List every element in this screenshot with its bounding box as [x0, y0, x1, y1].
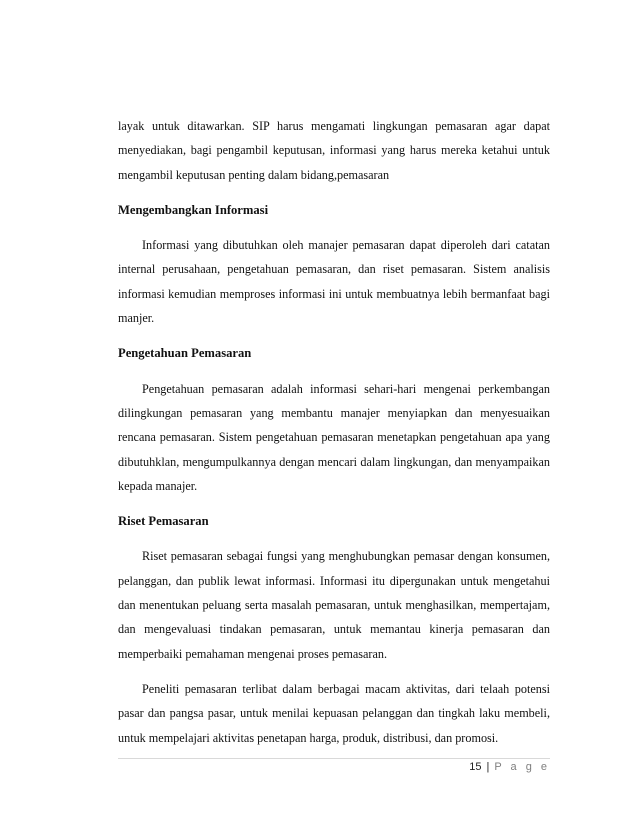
- section-heading-pengetahuan-pemasaran: Pengetahuan Pemasaran: [118, 346, 252, 361]
- page-body: [118, 114, 550, 750]
- paragraph: Informasi yang dibutuhkan oleh manajer pemasaran dapat diperoleh dari catatan internal perusahaan, pengetahuan pemasaran, dan riset pemasaran. Sistem analisis informasi kemudian memproses informasi ini untuk membuatnya lebih bermanfaat bagi manjer.: [118, 238, 550, 326]
- section-heading-mengembangkan-informasi: Mengembangkan Informasi: [118, 202, 269, 217]
- page-number: 15: [469, 761, 482, 773]
- paragraph: Pengetahuan pemasaran adalah informasi sehari-hari mengenai perkembangan dilingkungan pemasaran yang membantu manajer menyiapkan dan menyesuaikan rencana pemasaran. Sistem pengetahuan pemasaran menetapkan pengetahuan apa yang dibutuhklan, mengumpulkannya dengan mencari dalam lingkungan, dan menyampaikan kepada manajer.: [118, 381, 550, 493]
- page-footer: [469, 761, 550, 773]
- paragraph: Peneliti pemasaran terlibat dalam berbagai macam aktivitas, dari telaah potensi pasar dan pangsa pasar, untuk menilai kepuasan pelanggan dan tingkah laku membeli, untuk mempelajari aktivitas penetapan harga, produk, distribusi, dan promosi.: [118, 681, 550, 745]
- section-heading-riset-pemasaran: Riset Pemasaran: [118, 514, 209, 529]
- continuation-paragraph: layak untuk ditawarkan. SIP harus mengamati lingkungan pemasaran agar dapat menyediakan, bagi pengambil keputusan, informasi yang harus mereka ketahui untuk mengambil keputusan penting dalam bidang,pemasaran: [118, 119, 550, 182]
- footer-separator: |: [486, 761, 490, 773]
- page-label: P a g e: [494, 761, 550, 773]
- footer-divider: [118, 758, 550, 759]
- paragraph: Riset pemasaran sebagai fungsi yang menghubungkan pemasar dengan konsumen, pelanggan, dan publik lewat informasi. Informasi itu dipergunakan untuk mengetahui dan menentukan peluang serta masalah pemasaran, untuk menghasilkan, mempertajam, dan mengevaluasi tindakan pemasaran, untuk memantau kinerja pemasaran dan memperbaiki pemahaman mengenai proses pemasaran.: [118, 549, 550, 661]
